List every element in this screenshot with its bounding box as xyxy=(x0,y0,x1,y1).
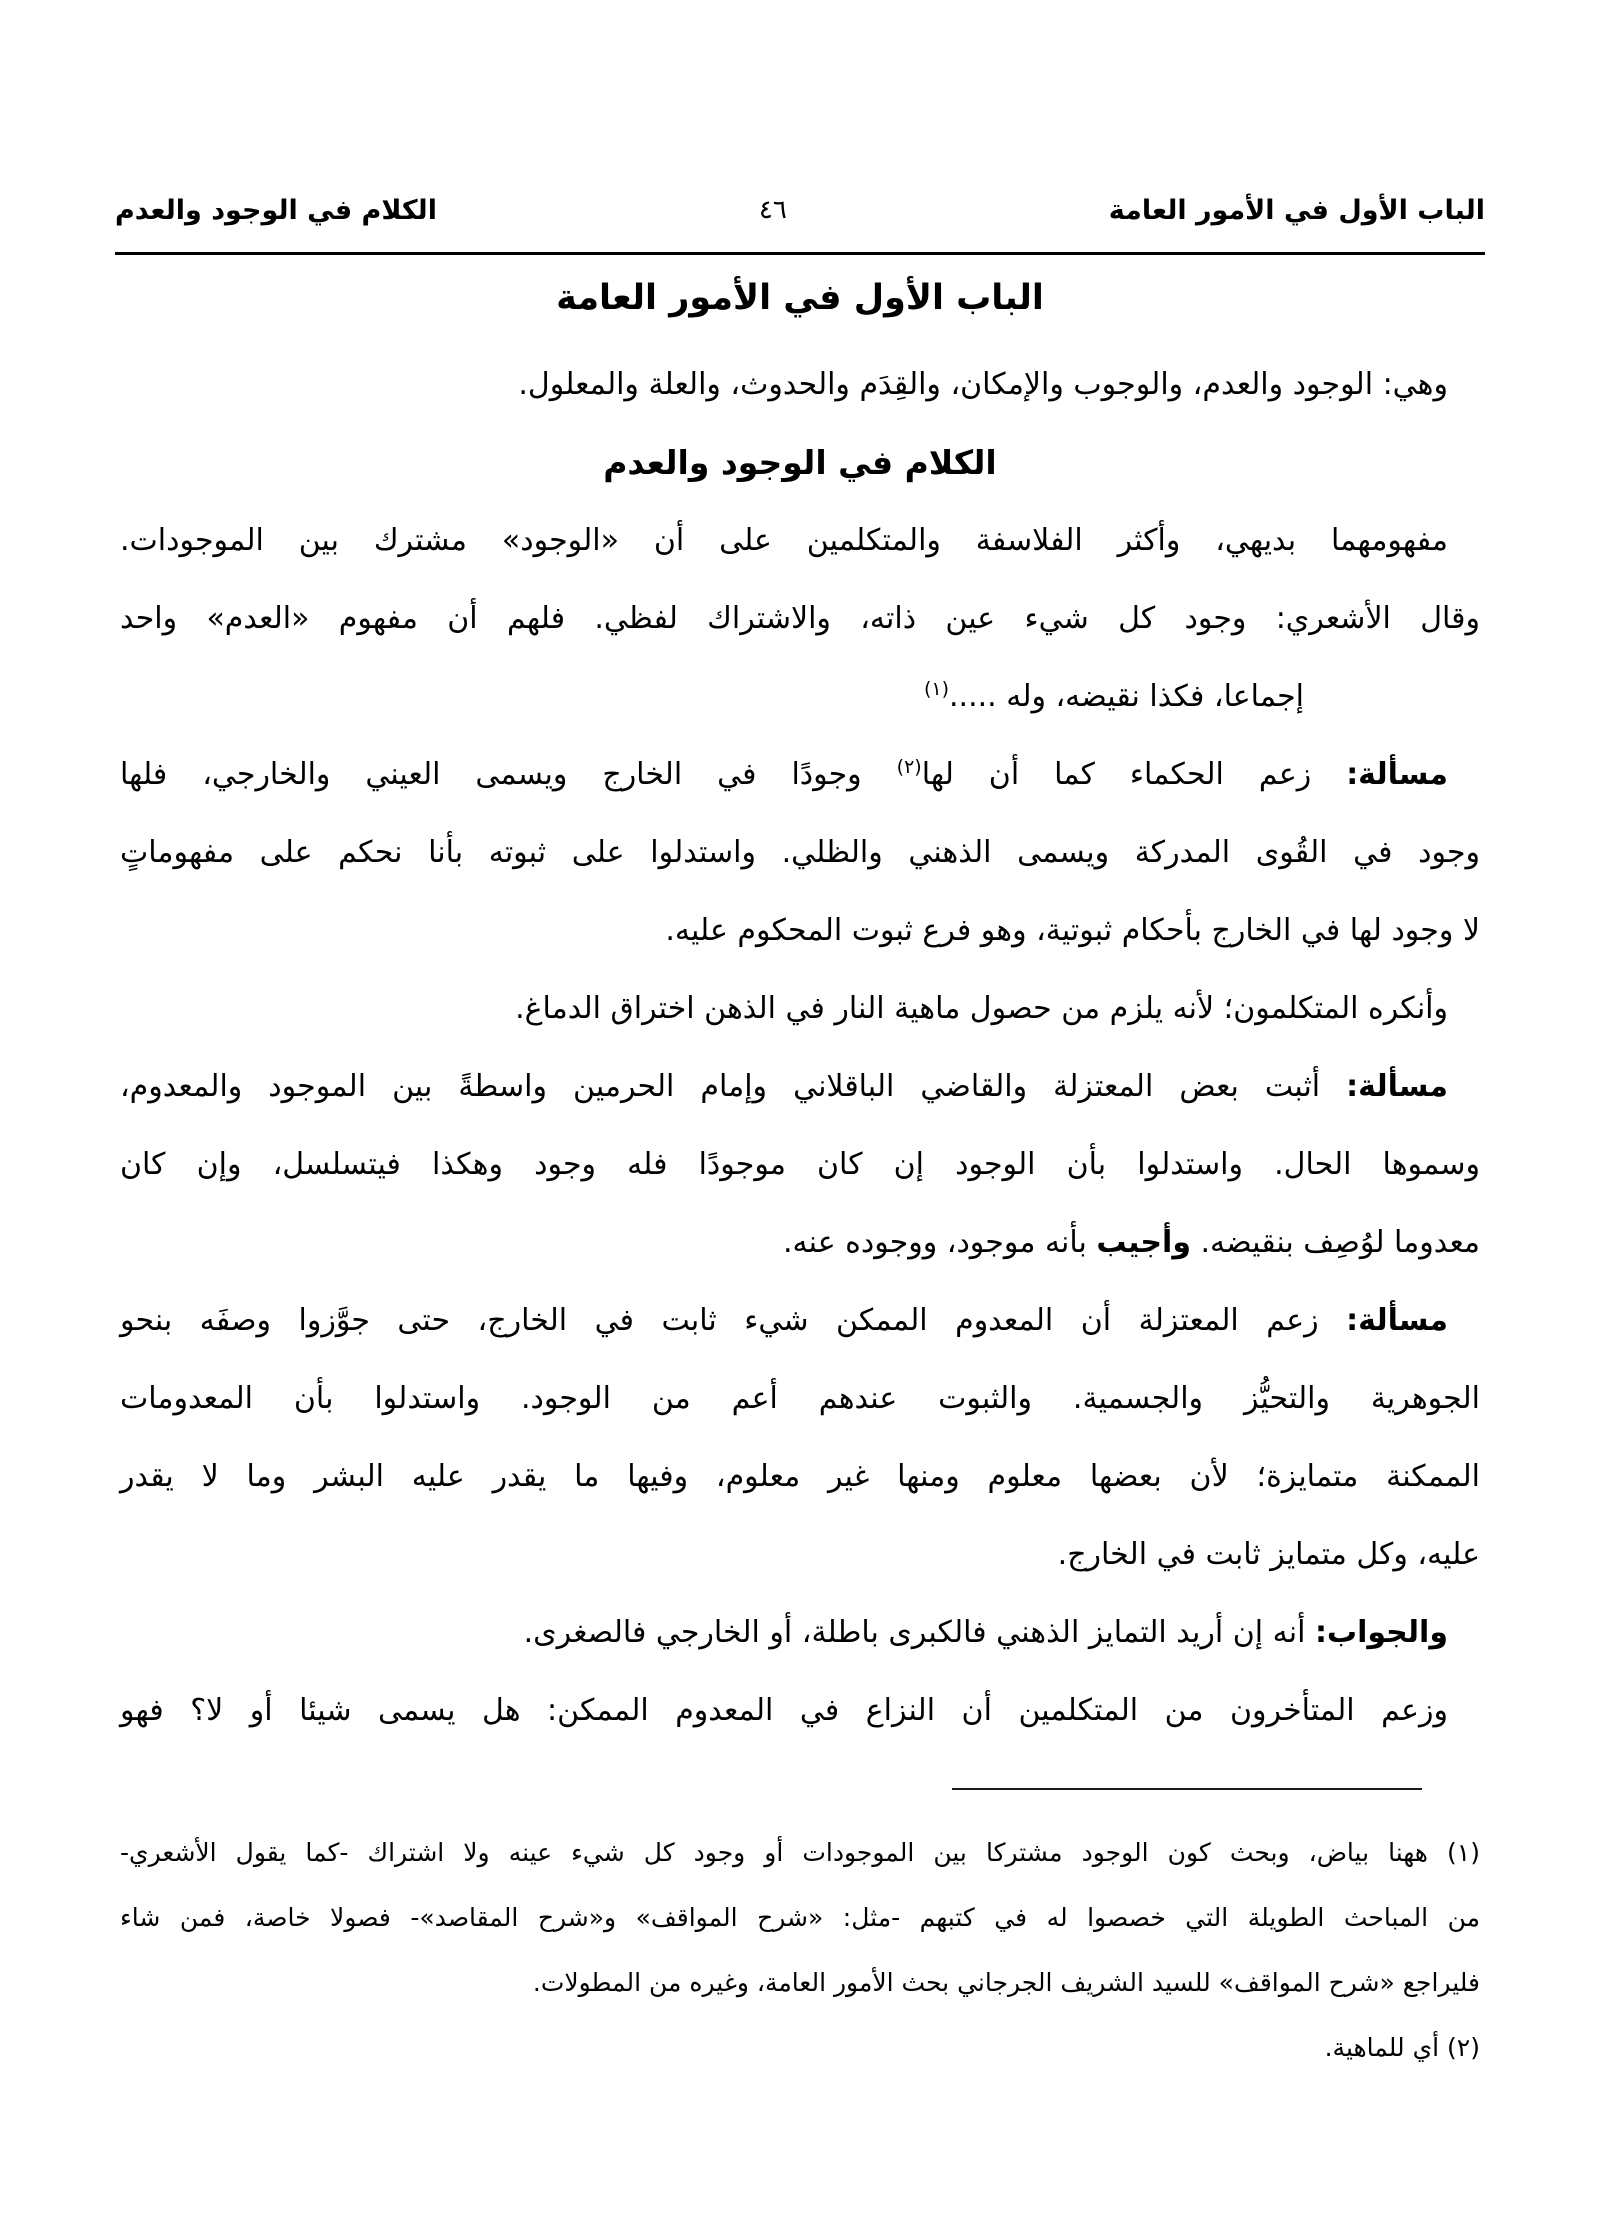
text-segment: أثبت بعض المعتزلة والقاضي الباقلاني وإمام الحرمين واسطةً بين الموجود والمعدوم، xyxy=(120,1069,1347,1104)
text-segment: وسموها الحال. واستدلوا بأن الوجود إن كان موجودًا فله وجود وهكذا فيتسلسل، وإن كان xyxy=(120,1147,1480,1182)
text-segment: (٢) أي للماهية. xyxy=(1324,2033,1480,2062)
text-segment: مسألة: xyxy=(1346,757,1449,792)
text-segment: وجودًا في الخارج ويسمى العيني والخارجي، فلها xyxy=(120,757,897,792)
text-segment: وقال الأشعري: وجود كل شيء عين ذاته، والاشتراك لفظي. فلهم أن مفهوم «العدم» واحد xyxy=(120,601,1480,636)
body-line xyxy=(120,658,1480,736)
text-segment: أنه إن أريد التمايز الذهني فالكبرى باطلة، أو الخارجي فالصغرى. xyxy=(523,1615,1315,1650)
text-segment: لا وجود لها في الخارج بأحكام ثبوتية، وهو فرع ثبوت المحكوم عليه. xyxy=(665,913,1480,948)
body-line xyxy=(120,1438,1480,1516)
body-line xyxy=(120,970,1480,1048)
body-line xyxy=(120,424,1480,502)
body-text xyxy=(120,346,1480,1750)
text-segment: مسألة: xyxy=(1346,1303,1448,1338)
header-chapter-title: الباب الأول في الأمور العامة xyxy=(1108,194,1485,226)
text-segment: فليراجع «شرح المواقف» للسيد الشريف الجرجاني بحث الأمور العامة، وغيره من المطولات. xyxy=(532,1968,1480,1997)
text-segment: مفهومهما بديهي، وأكثر الفلاسفة والمتكلمين على أن «الوجود» مشترك بين الموجودات. xyxy=(120,523,1448,558)
body-line xyxy=(120,814,1480,892)
body-line xyxy=(120,1204,1480,1282)
body-line xyxy=(120,736,1480,814)
text-segment: معدوما لوُصِف بنقيضه. xyxy=(1190,1225,1480,1260)
text-segment: الممكنة متمايزة؛ لأن بعضها معلوم ومنها غير معلوم، وفيها ما يقدر عليه البشر وما لا يقدر xyxy=(120,1459,1480,1494)
text-segment: وهي: الوجود والعدم، والوجوب والإمكان، والقِدَم والحدوث، والعلة والمعلول. xyxy=(518,367,1448,402)
footnote-line xyxy=(120,1885,1480,1950)
text-segment: زعم الحكماء كما أن لها xyxy=(921,757,1347,792)
footnotes-section xyxy=(120,1788,1480,2080)
text-segment: وجود في القُوى المدركة ويسمى الذهني والظلي. واستدلوا على ثبوته بأنا نحكم على مفهوماتٍ xyxy=(120,835,1480,870)
text-segment: زعم المعتزلة أن المعدوم الممكن شيء ثابت في الخارج، حتى جوَّزوا وصفَه بنحو xyxy=(120,1303,1347,1338)
footnote-line xyxy=(120,2015,1480,2080)
text-segment: من المباحث الطويلة التي خصصوا له في كتبهم -مثل: «شرح المواقف» و«شرح المقاصد»- فصولا خاصة، فمن شاء xyxy=(120,1903,1480,1932)
running-header xyxy=(115,168,1485,255)
body-line xyxy=(120,502,1480,580)
body-line xyxy=(120,1360,1480,1438)
footnote-line xyxy=(120,1820,1480,1885)
footnote-marker: (٢) xyxy=(896,756,922,778)
page-body xyxy=(120,268,1480,1750)
text-segment: وأجيب xyxy=(1096,1225,1191,1260)
footnotes-text xyxy=(120,1820,1480,2080)
header-section-title: الكلام في الوجود والعدم xyxy=(115,194,437,226)
chapter-title: الباب الأول في الأمور العامة xyxy=(556,278,1044,318)
text-segment: بأنه موجود، ووجوده عنه. xyxy=(783,1225,1097,1260)
body-line xyxy=(120,580,1480,658)
body-line xyxy=(120,1516,1480,1594)
body-line xyxy=(120,892,1480,970)
body-line xyxy=(120,1282,1480,1360)
footnote-marker: (١) xyxy=(923,678,950,700)
text-segment: والجواب: xyxy=(1314,1615,1448,1650)
text-segment: عليه، وكل متمايز ثابت في الخارج. xyxy=(1057,1537,1480,1572)
text-segment: الكلام في الوجود والعدم xyxy=(603,443,997,482)
text-segment: وأنكره المتكلمون؛ لأنه يلزم من حصول ماهية النار في الذهن اختراق الدماغ. xyxy=(515,991,1448,1026)
text-segment: (١) ههنا بياض، وبحث كون الوجود مشتركا بين الموجودات أو وجود كل شيء عينه ولا اشتراك -كما يقول الأشعري- xyxy=(120,1838,1480,1867)
text-segment: مسألة: xyxy=(1346,1069,1448,1104)
body-line xyxy=(120,1048,1480,1126)
body-line xyxy=(120,1672,1480,1750)
text-segment: وزعم المتأخرون من المتكلمين أن النزاع في المعدوم الممكن: هل يسمى شيئا أو لا؟ فهو xyxy=(120,1693,1448,1728)
text-segment: إجماعا، فكذا نقيضه، وله ..... xyxy=(949,679,1304,714)
footnote-separator-rule xyxy=(952,1788,1422,1790)
footnote-line xyxy=(120,1950,1480,2015)
page-number: ٤٦ xyxy=(758,195,787,225)
body-line xyxy=(120,1126,1480,1204)
body-line xyxy=(120,1594,1480,1672)
body-line xyxy=(120,346,1480,424)
text-segment: الجوهرية والتحيُّز والجسمية. والثبوت عندهم أعم من الوجود. واستدلوا بأن المعدومات xyxy=(120,1381,1480,1416)
